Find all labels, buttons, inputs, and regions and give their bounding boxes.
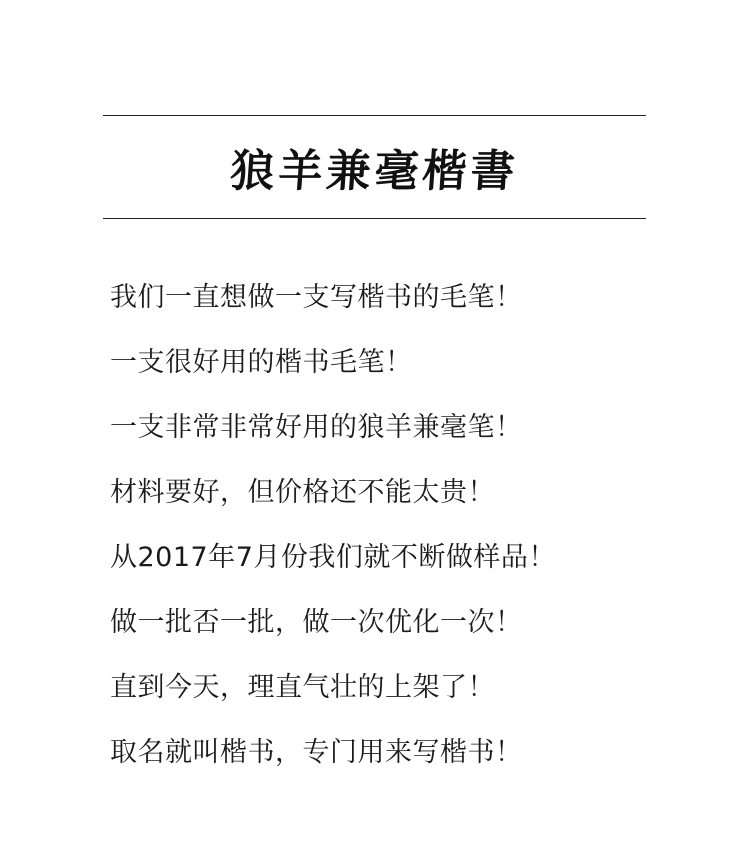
text-line: 我们一直想做一支写楷书的毛笔！ [110,282,523,313]
top-divider [103,115,646,116]
description-text [110,278,710,798]
text-line: 直到今天，理直气壮的上架了！ [110,672,495,703]
bottom-divider [103,218,646,219]
text-line: 从2017年7月份我们就不断做样品！ [110,542,556,573]
text-line: 一支很好用的楷书毛笔！ [110,347,413,378]
text-line: 做一批否一批，做一次优化一次！ [110,607,523,638]
text-line: 一支非常非常好用的狼羊兼毫笔！ [110,412,523,443]
text-line: 材料要好，但价格还不能太贵！ [110,477,495,508]
text-line: 取名就叫楷书，专门用来写楷书！ [110,737,523,768]
page-title: 狼羊兼毫楷書 [228,146,521,197]
